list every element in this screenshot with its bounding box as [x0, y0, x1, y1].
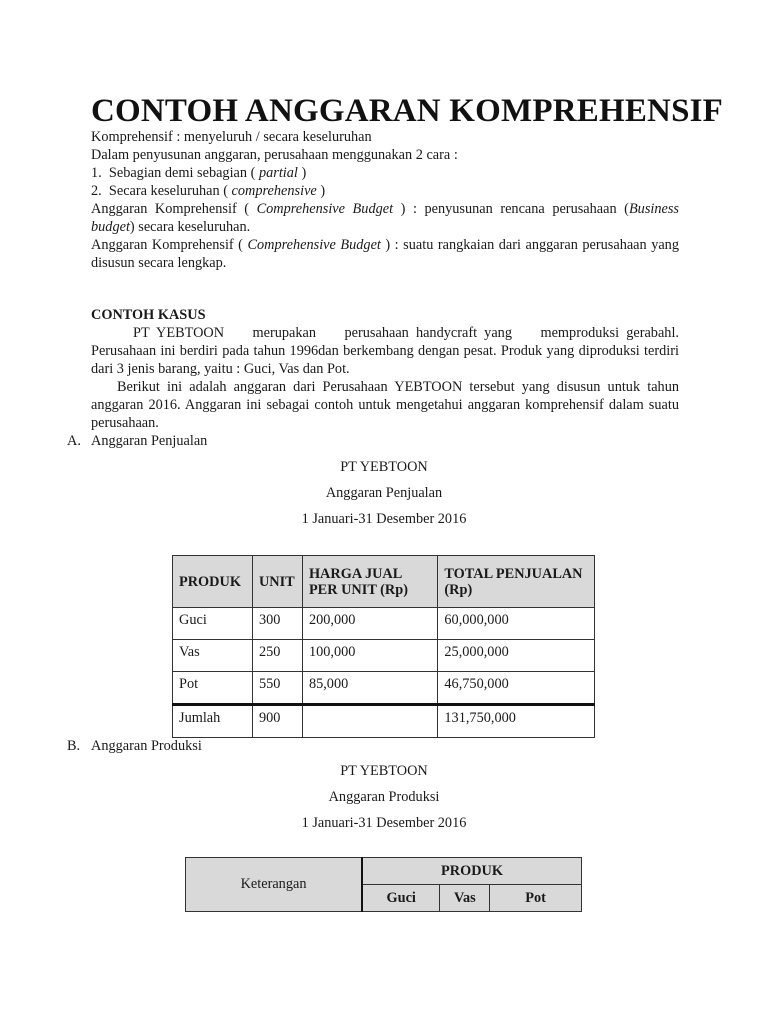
cell-product: Vas	[173, 640, 253, 672]
section-label: A.	[67, 433, 81, 449]
header-unit: UNIT	[252, 556, 302, 608]
cell-price: 200,000	[302, 608, 437, 640]
sales-budget-period: 1 Januari-31 Desember 2016	[301, 511, 467, 527]
cell-total: 46,750,000	[438, 672, 595, 705]
production-budget-period: 1 Januari-31 Desember 2016	[301, 815, 467, 831]
header-harga-jual: HARGA JUAL PER UNIT (Rp)	[302, 556, 437, 608]
header-keterangan: Keterangan	[186, 858, 363, 912]
intro-definition: Komprehensif : menyeluruh / secara keseluruhan	[91, 129, 372, 145]
header-total-penjualan: TOTAL PENJUALAN (Rp)	[438, 556, 595, 608]
header-pot: Pot	[490, 885, 582, 912]
definition-paragraph-2: Anggaran Komprehensif ( Comprehensive Budget ) : suatu rangkaian dari anggaran perusahaan yang disusun secara lengkap.	[91, 237, 679, 271]
section-title: Anggaran Penjualan	[91, 433, 208, 449]
cell-price: 85,000	[302, 672, 437, 705]
table-row	[173, 672, 595, 705]
sales-company-name: PT YEBTOON	[340, 459, 428, 475]
header-produk-group: PRODUK	[362, 858, 581, 885]
header-vas: Vas	[440, 885, 490, 912]
list-number: 1.	[91, 165, 102, 181]
header-produk: PRODUK	[173, 556, 253, 608]
section-label: B.	[67, 738, 81, 754]
cell-unit: 300	[252, 608, 302, 640]
list-number: 2.	[91, 183, 102, 199]
section-a-heading	[67, 432, 207, 450]
production-budget-subtitle: Anggaran Produksi	[328, 789, 440, 805]
cell-total-price	[302, 705, 437, 738]
case-section	[91, 306, 683, 432]
cell-product: Guci	[173, 608, 253, 640]
document-title: CONTOH ANGGARAN KOMPREHENSIF	[91, 93, 724, 129]
cell-total-unit: 900	[252, 705, 302, 738]
table-row	[173, 608, 595, 640]
production-company-name: PT YEBTOON	[340, 763, 428, 779]
sales-budget-subtitle: Anggaran Penjualan	[325, 485, 443, 501]
method-item-2: 2. Secara keseluruhan ( comprehensive )	[91, 183, 326, 199]
sales-budget-table	[172, 555, 595, 738]
header-guci: Guci	[362, 885, 440, 912]
cell-price: 100,000	[302, 640, 437, 672]
section-b-heading	[67, 737, 202, 755]
method-item-1: 1. Sebagian demi sebagian ( partial )	[91, 165, 307, 181]
case-paragraph-1: PT YEBTOON merupakan perusahaan handycraft yang memproduksi gerabahl. Perusahaan ini berdiri pada tahun 1996dan berkembang dengan pesat. Produk yang diproduksi terdiri dari 3 jenis barang, yaitu : Guci, Vas dan Pot.	[91, 325, 683, 377]
cell-unit: 250	[252, 640, 302, 672]
intro-methods-lead: Dalam penyusunan anggaran, perusahaan menggunakan 2 cara :	[91, 147, 458, 163]
table-header-row	[186, 858, 582, 885]
cell-product: Pot	[173, 672, 253, 705]
production-budget-table	[185, 857, 582, 912]
case-paragraph-2: Berikut ini adalah anggaran dari Perusahaan YEBTOON tersebut yang disusun untuk tahun anggaran 2016. Anggaran ini sebagai contoh untuk mengetahui anggaran komprehensif dalam suatu perusahaan.	[91, 379, 679, 431]
cell-total: 60,000,000	[438, 608, 595, 640]
section-title: Anggaran Produksi	[91, 738, 202, 754]
cell-unit: 550	[252, 672, 302, 705]
case-heading: CONTOH KASUS	[91, 307, 206, 323]
cell-total: 25,000,000	[438, 640, 595, 672]
table-total-row	[173, 705, 595, 738]
cell-total-label: Jumlah	[173, 705, 253, 738]
table-header-row	[173, 556, 595, 608]
table-row	[173, 640, 595, 672]
definition-paragraph-1: Anggaran Komprehensif ( Comprehensive Budget ) : penyusunan rencana perusahaan (Business budget) secara keseluruhan.	[91, 201, 679, 235]
cell-total-sales: 131,750,000	[438, 705, 595, 738]
intro-section	[91, 128, 679, 272]
